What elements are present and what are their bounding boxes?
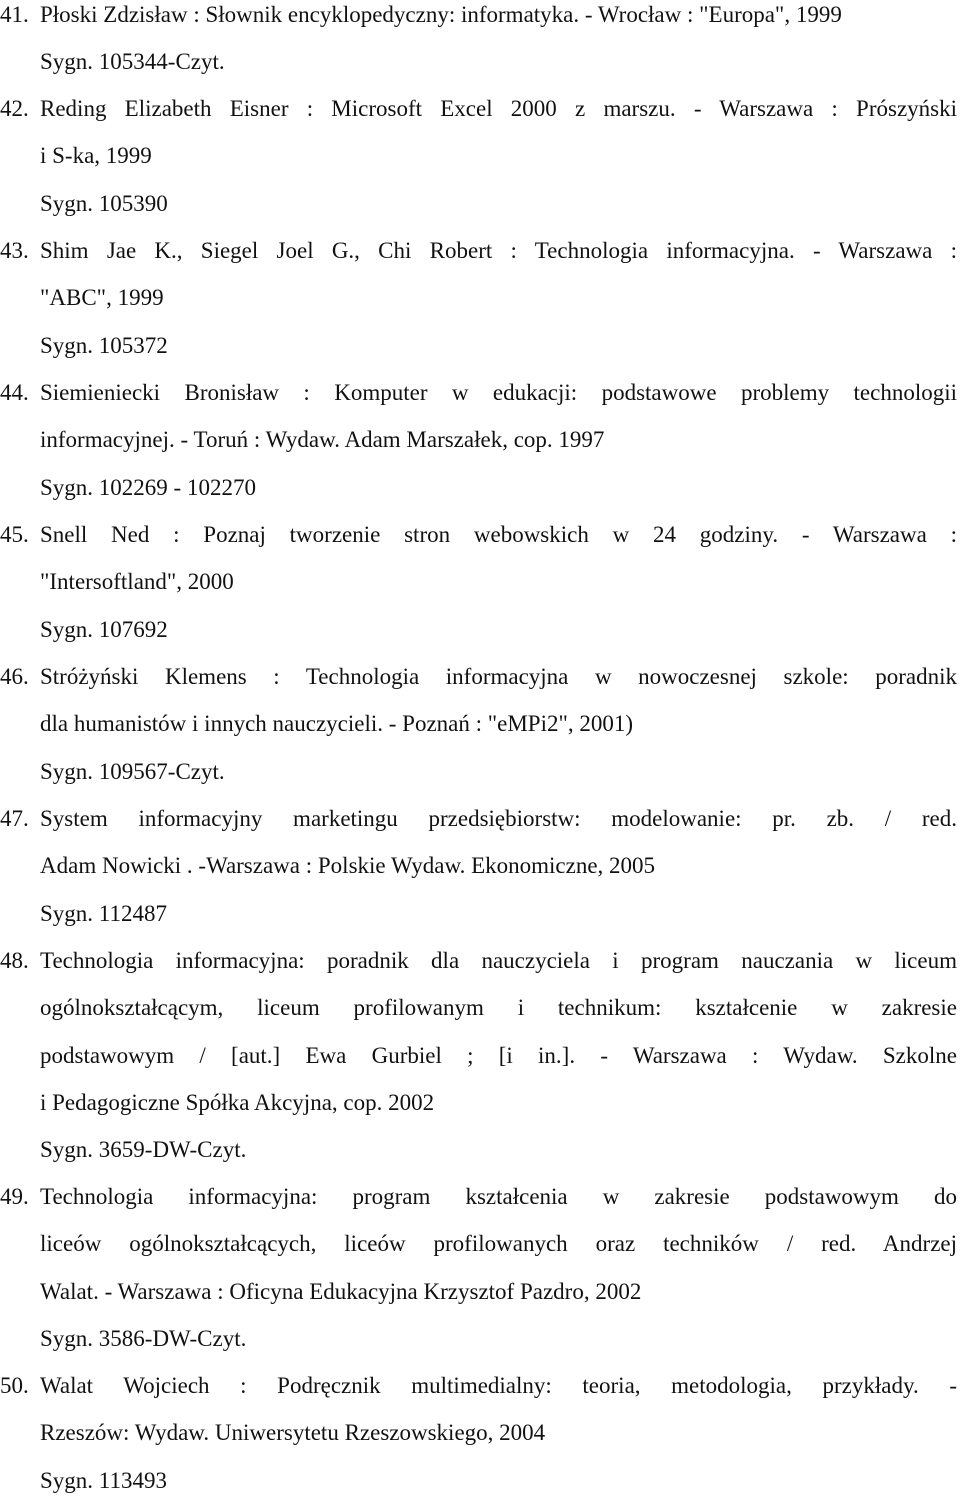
entry-text-line: Rzeszów: Wydaw. Uniwersytetu Rzeszowskiego, 2004 (40, 1420, 546, 1446)
entry-number: 48. (0, 948, 29, 973)
entry-signature: Sygn. 105372 (40, 332, 168, 358)
entry-text-line: liceów ogólnokształcących, liceów profilowanych oraz techników / red. Andrzej (40, 1231, 957, 1257)
entry-text-line: ogólnokształcącym, liceum profilowanym i technikum: kształcenie w zakresie (40, 995, 957, 1021)
entry-signature: Sygn. 3586-DW-Czyt. (40, 1325, 247, 1351)
entry-text-line: Technologia informacyjna: program kształcenia w zakresie podstawowym do (40, 1184, 957, 1209)
entry-text-line: Siemieniecki Bronisław : Komputer w edukacji: podstawowe problemy technologii (40, 380, 957, 405)
bibliography-entry (0, 369, 960, 511)
entry-text-line: informacyjnej. - Toruń : Wydaw. Adam Marszałek, cop. 1997 (40, 427, 605, 453)
entry-signature: Sygn. 105344-Czyt. (40, 49, 225, 75)
entry-number: 47. (0, 806, 29, 831)
entry-text-line: Walat. - Warszawa : Oficyna Edukacyjna Krzysztof Pazdro, 2002 (40, 1278, 642, 1304)
entry-text-line: dla humanistów i innych nauczycieli. - Poznań : "eMPi2", 2001) (40, 711, 634, 737)
entry-text-line: Shim Jae K., Siegel Joel G., Chi Robert : Technologia informacyjna. - Warszawa : (40, 238, 957, 263)
entry-text-line: i Pedagogiczne Spółka Akcyjna, cop. 2002 (40, 1089, 435, 1115)
entry-number: 43. (0, 238, 29, 263)
entry-text-line: Walat Wojciech : Podręcznik multimedialny: teoria, metodologia, przykłady. - (40, 1373, 957, 1398)
entry-signature: Sygn. 107692 (40, 616, 168, 642)
entry-text-line: Stróżyński Klemens : Technologia informacyjna w nowoczesnej szkole: poradnik (40, 664, 957, 689)
entry-text-line: Technologia informacyjna: poradnik dla nauczyciela i program nauczania w liceum (40, 948, 957, 973)
entry-text-line: Płoski Zdzisław : Słownik encyklopedyczny: informatyka. - Wrocław : "Europa", 1999 (40, 2, 842, 27)
entry-text-line: System informacyjny marketingu przedsiębiorstw: modelowanie: pr. zb. / red. (40, 806, 957, 831)
entry-number: 50. (0, 1373, 29, 1398)
bibliography-entry (0, 1362, 960, 1504)
bibliography-entry (0, 85, 960, 227)
entry-signature: Sygn. 113493 (40, 1467, 167, 1493)
bibliography-entry (0, 653, 960, 795)
entry-signature: Sygn. 112487 (40, 900, 167, 926)
bibliography-entry (0, 937, 960, 1173)
entry-signature: Sygn. 102269 - 102270 (40, 474, 256, 500)
bibliography-entry (0, 795, 960, 937)
entry-number: 46. (0, 664, 29, 689)
entry-text-line: "ABC", 1999 (40, 285, 164, 311)
bibliography-entry (0, 0, 960, 86)
entry-number: 45. (0, 522, 29, 547)
entry-number: 41. (0, 2, 29, 27)
entry-text-line: i S-ka, 1999 (40, 143, 152, 169)
bibliography-entry (0, 1173, 960, 1362)
entry-text-line: Adam Nowicki . -Warszawa : Polskie Wydaw. Ekonomiczne, 2005 (40, 853, 656, 879)
bibliography-entry (0, 511, 960, 653)
entry-text-line: podstawowym / [aut.] Ewa Gurbiel ; [i in.]. - Warszawa : Wydaw. Szkolne (40, 1042, 957, 1068)
entry-number: 42. (0, 96, 29, 121)
entry-signature: Sygn. 3659-DW-Czyt. (40, 1137, 247, 1163)
entry-text-line: Snell Ned : Poznaj tworzenie stron webowskich w 24 godziny. - Warszawa : (40, 522, 957, 547)
entry-signature: Sygn. 109567-Czyt. (40, 758, 225, 784)
entry-number: 49. (0, 1184, 29, 1209)
entry-text-line: Reding Elizabeth Eisner : Microsoft Excel 2000 z marszu. - Warszawa : Prószyński (40, 96, 957, 121)
entry-text-line: "Intersoftland", 2000 (40, 569, 234, 595)
entry-signature: Sygn. 105390 (40, 190, 168, 216)
bibliography-entry (0, 227, 960, 369)
entry-number: 44. (0, 380, 29, 405)
